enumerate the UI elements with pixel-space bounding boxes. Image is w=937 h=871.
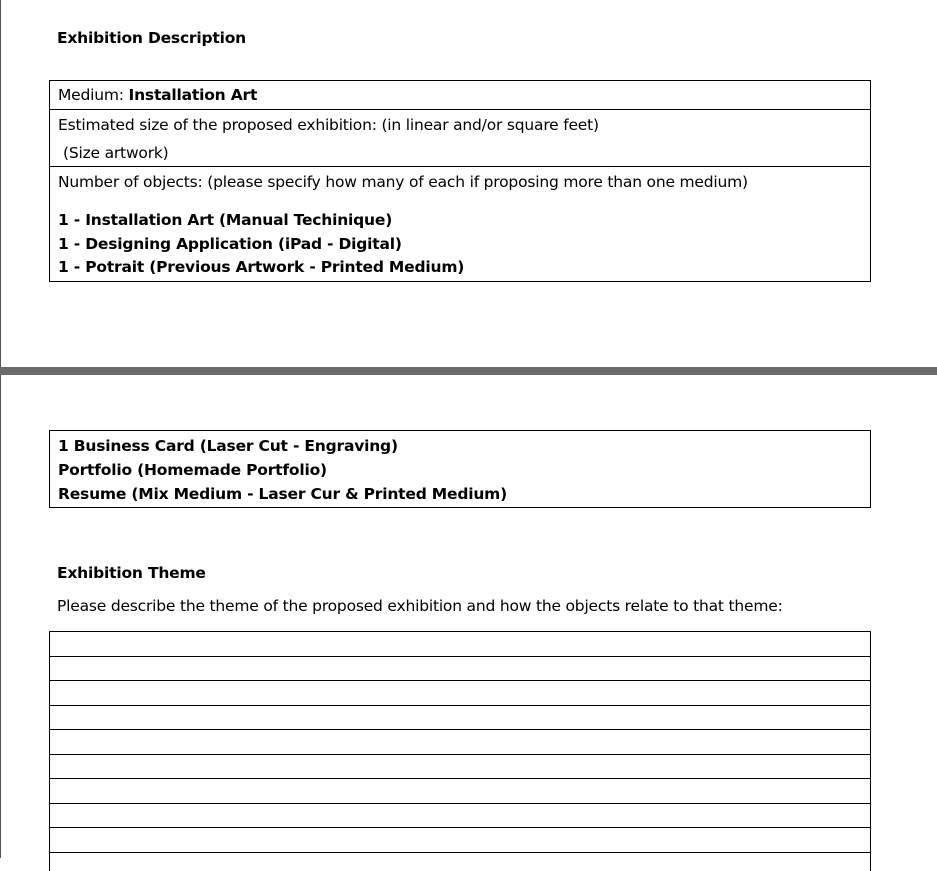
objects-label: Number of objects: (please specify how many of each if proposing more than one medium) (58, 173, 748, 191)
object-item-3: 1 - Potrait (Previous Artwork - Printed Medium) (58, 258, 465, 276)
document-page-1 (0, 0, 937, 367)
medium-row (50, 81, 870, 110)
page-separator (0, 367, 937, 375)
theme-response-lines[interactable] (49, 631, 871, 871)
document-page-2 (0, 375, 937, 858)
object-item-2: 1 - Designing Application (iPad - Digital) (58, 235, 402, 253)
writing-line (50, 705, 870, 706)
writing-line (50, 680, 870, 681)
size-value: (Size artwork) (63, 144, 169, 162)
exhibition-description-heading: Exhibition Description (57, 29, 246, 47)
continued-objects-box (49, 430, 871, 508)
medium-value: Installation Art (128, 86, 258, 104)
objects-row (50, 167, 870, 282)
continued-item-3: Resume (Mix Medium - Laser Cur & Printed Medium) (58, 485, 507, 503)
writing-line (50, 827, 870, 828)
writing-line (50, 656, 870, 657)
medium-label: Medium: (58, 86, 129, 104)
object-item-1: 1 - Installation Art (Manual Techinique) (58, 211, 393, 229)
size-row (50, 110, 870, 167)
continued-item-2: Portfolio (Homemade Portfolio) (58, 461, 327, 479)
writing-line (50, 729, 870, 730)
writing-line (50, 778, 870, 779)
medium-line (58, 86, 257, 104)
writing-line (50, 803, 870, 804)
continued-item-1: 1 Business Card (Laser Cut - Engraving) (58, 437, 398, 455)
size-label: Estimated size of the proposed exhibition: (in linear and/or square feet) (58, 116, 599, 134)
writing-line (50, 754, 870, 755)
theme-prompt: Please describe the theme of the proposed exhibition and how the objects relate to that theme: (57, 597, 783, 615)
exhibition-description-table (49, 80, 871, 282)
exhibition-theme-heading: Exhibition Theme (57, 564, 206, 582)
writing-line (50, 852, 870, 853)
